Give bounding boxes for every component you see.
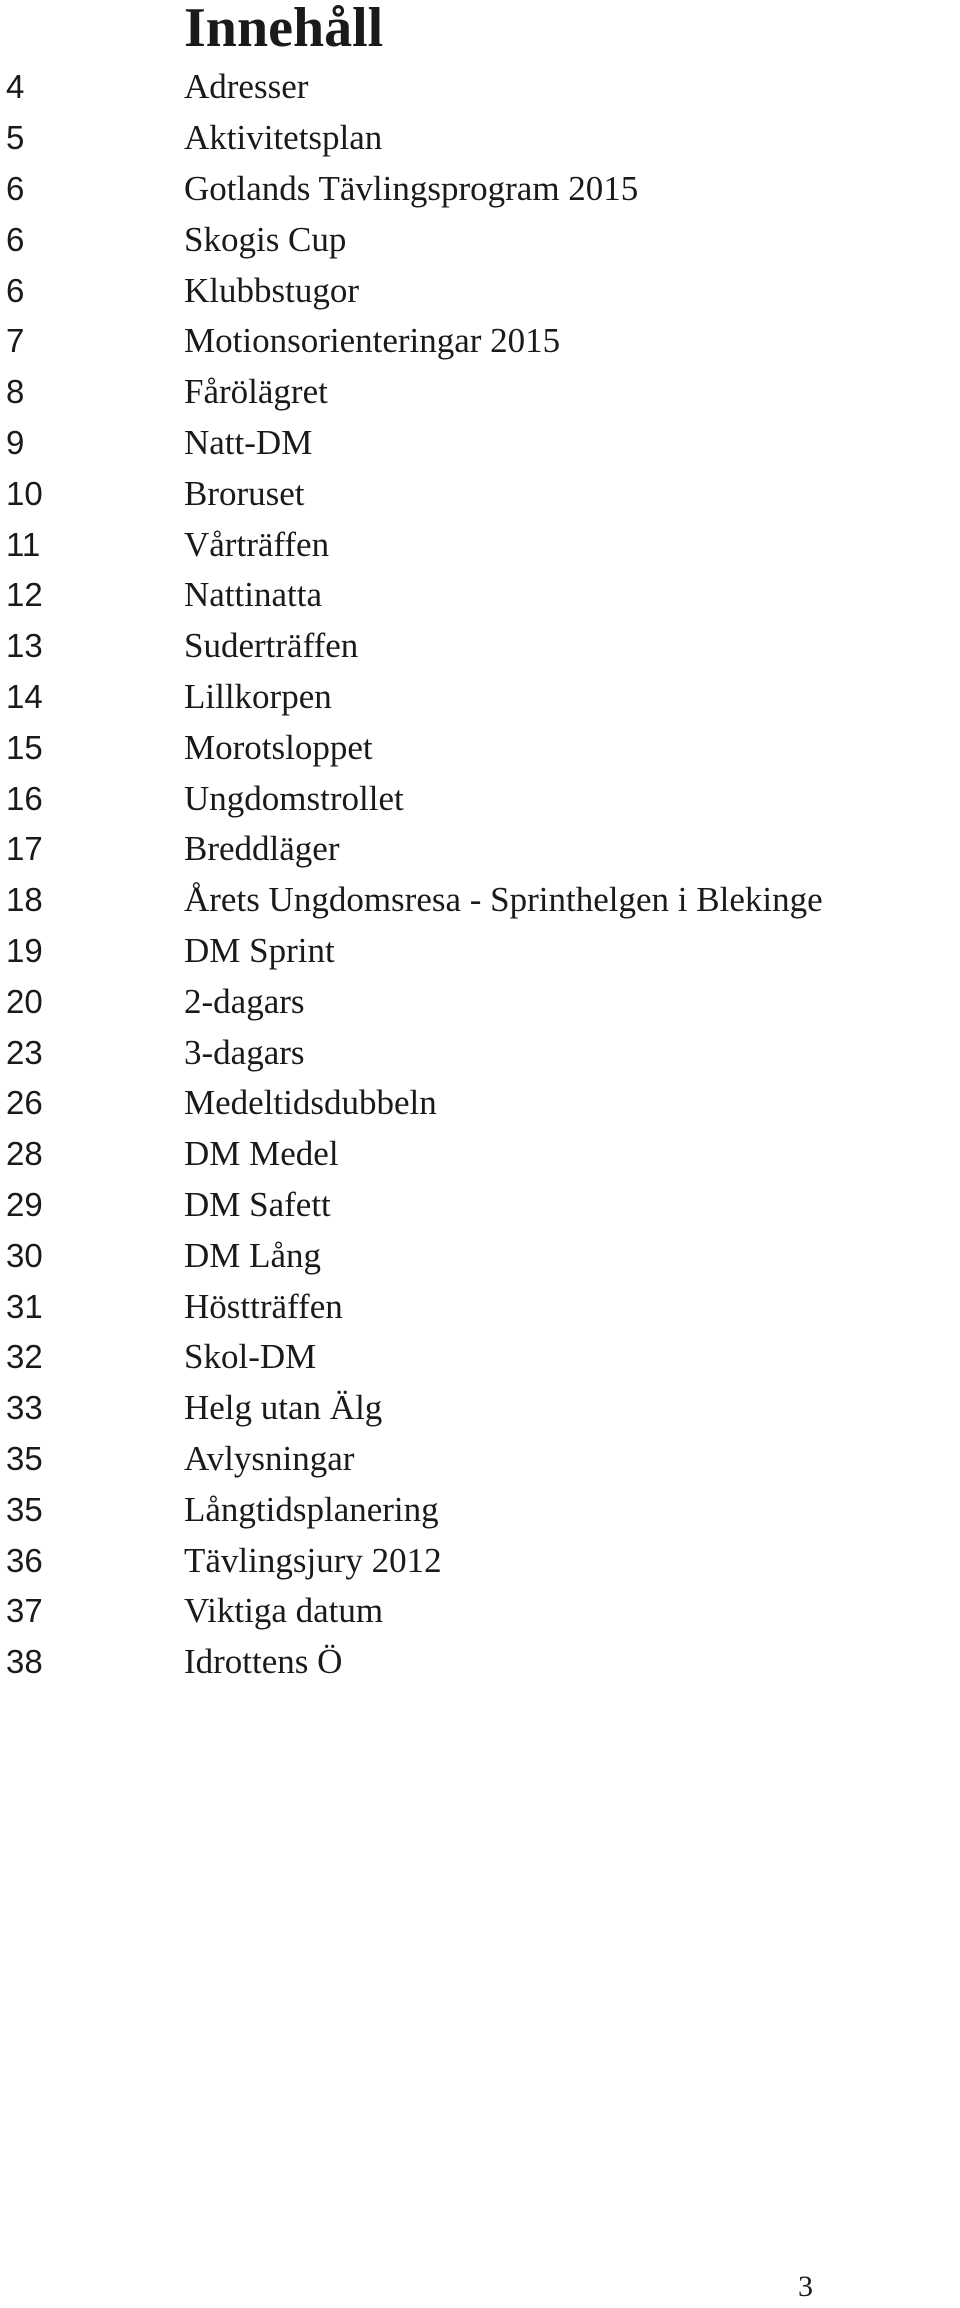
toc-entry <box>0 570 960 621</box>
toc-entry-title: 2-dagars <box>184 981 305 1021</box>
toc-entry <box>0 976 960 1027</box>
toc-page-number: 36 <box>6 1541 43 1579</box>
toc-entry <box>0 1434 960 1485</box>
toc-entry-title: Klubbstugor <box>184 270 359 310</box>
toc-entry <box>0 926 960 977</box>
toc-entry <box>0 722 960 773</box>
table-of-contents <box>0 62 960 1688</box>
toc-page-number: 4 <box>6 68 25 106</box>
toc-entry <box>0 1078 960 1129</box>
toc-page-number: 11 <box>6 525 41 563</box>
toc-entry-title: Tävlingsjury 2012 <box>184 1540 442 1580</box>
toc-entry-title: Medeltidsdubbeln <box>184 1083 437 1123</box>
toc-page-number: 8 <box>6 373 25 411</box>
toc-entry-title: Fårölägret <box>184 372 328 412</box>
toc-page-number: 26 <box>6 1084 43 1122</box>
toc-page-number: 33 <box>6 1389 43 1427</box>
toc-entry <box>0 367 960 418</box>
toc-page-number: 5 <box>6 119 25 157</box>
toc-page-number: 29 <box>6 1185 43 1223</box>
toc-page-number: 18 <box>6 881 43 919</box>
toc-entry-title: Ungdomstrollet <box>184 778 404 818</box>
toc-page-number: 23 <box>6 1033 43 1071</box>
page-title: Innehåll <box>184 0 384 59</box>
toc-page-number: 16 <box>6 779 43 817</box>
toc-entry-title: Morotsloppet <box>184 727 373 767</box>
toc-page-number: 31 <box>6 1287 43 1325</box>
toc-page-number: 17 <box>6 830 43 868</box>
toc-page-number: 20 <box>6 982 43 1020</box>
toc-entry-title: Motionsorienteringar 2015 <box>184 321 561 361</box>
toc-entry <box>0 773 960 824</box>
toc-page-number: 35 <box>6 1439 43 1477</box>
toc-entry-title: Aktivitetsplan <box>184 118 383 158</box>
toc-page-number: 12 <box>6 576 43 614</box>
toc-entry-title: Idrottens Ö <box>184 1642 343 1682</box>
toc-entry <box>0 316 960 367</box>
toc-page-number: 6 <box>6 271 25 309</box>
toc-entry-title: Suderträffen <box>184 626 359 666</box>
toc-entry-title: Skogis Cup <box>184 219 347 259</box>
toc-page-number: 6 <box>6 169 25 207</box>
toc-page-number: 32 <box>6 1338 43 1376</box>
toc-entry <box>0 824 960 875</box>
toc-page-number: 7 <box>6 322 25 360</box>
toc-page-number: 38 <box>6 1643 43 1681</box>
toc-entry-title: Adresser <box>184 67 309 107</box>
toc-entry-title: Broruset <box>184 473 305 513</box>
toc-entry-title: Långtidsplanering <box>184 1489 439 1529</box>
toc-entry-title: DM Sprint <box>184 930 335 970</box>
toc-entry <box>0 1180 960 1231</box>
toc-entry <box>0 1484 960 1535</box>
toc-entry-title: DM Lång <box>184 1235 322 1275</box>
toc-entry <box>0 1637 960 1688</box>
toc-entry-title: DM Medel <box>184 1134 339 1174</box>
toc-entry <box>0 621 960 672</box>
toc-entry-title: Nattinatta <box>184 575 323 615</box>
toc-entry <box>0 1027 960 1078</box>
toc-page-number: 13 <box>6 627 43 665</box>
toc-page-number: 37 <box>6 1592 43 1630</box>
toc-page-number: 35 <box>6 1490 43 1528</box>
toc-entry-title: 3-dagars <box>184 1032 305 1072</box>
toc-entry <box>0 875 960 926</box>
toc-page-number: 15 <box>6 728 43 766</box>
toc-entry <box>0 1586 960 1637</box>
toc-page-number: 10 <box>6 474 43 512</box>
toc-entry-title: Helg utan Älg <box>184 1388 383 1428</box>
toc-entry-title: Avlysningar <box>184 1438 355 1478</box>
toc-page-number: 19 <box>6 931 43 969</box>
toc-entry-title: DM Safett <box>184 1184 331 1224</box>
toc-entry <box>0 1535 960 1586</box>
toc-page-number: 14 <box>6 677 43 715</box>
toc-entry <box>0 672 960 723</box>
toc-entry-title: Årets Ungdomsresa - Sprinthelgen i Blekinge <box>184 880 823 920</box>
toc-entry-title: Vårträffen <box>184 524 330 564</box>
toc-entry <box>0 214 960 265</box>
toc-entry-title: Gotlands Tävlingsprogram 2015 <box>184 168 639 208</box>
toc-page-number: 9 <box>6 423 25 461</box>
toc-entry <box>0 62 960 113</box>
toc-entry <box>0 113 960 164</box>
toc-entry-title: Lillkorpen <box>184 676 332 716</box>
toc-entry-title: Skol-DM <box>184 1337 317 1377</box>
toc-entry <box>0 1230 960 1281</box>
toc-entry <box>0 468 960 519</box>
footer-page-number: 3 <box>798 2270 813 2303</box>
toc-entry-title: Breddläger <box>184 829 340 869</box>
toc-entry <box>0 1281 960 1332</box>
toc-page-number: 28 <box>6 1135 43 1173</box>
toc-entry <box>0 519 960 570</box>
toc-entry-title: Höstträffen <box>184 1286 343 1326</box>
toc-entry <box>0 1129 960 1180</box>
toc-page-number: 30 <box>6 1236 43 1274</box>
toc-entry-title: Natt-DM <box>184 422 313 462</box>
toc-entry <box>0 1332 960 1383</box>
toc-entry-title: Viktiga datum <box>184 1591 384 1631</box>
toc-entry <box>0 164 960 215</box>
toc-entry <box>0 265 960 316</box>
toc-entry <box>0 418 960 469</box>
toc-page-number: 6 <box>6 220 25 258</box>
toc-entry <box>0 1383 960 1434</box>
